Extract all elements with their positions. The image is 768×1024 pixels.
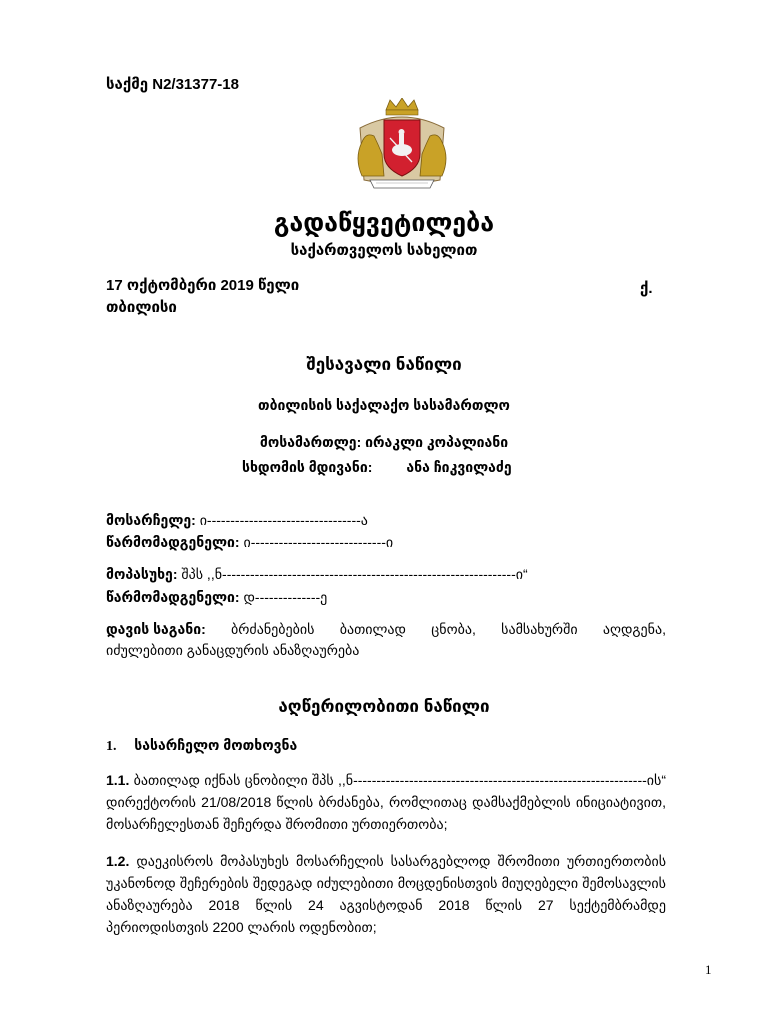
dispute-word: ბრძანებების xyxy=(231,621,315,637)
defendant-value: შპს ,,ნ---------------------------------------------------------------ი“ xyxy=(181,566,528,582)
defendant-rep-line xyxy=(106,589,327,606)
claim-text: დაეკისროს მოპასუხეს მოსარჩელის სასარგებლოდ შრომითი ურთიერთობის უკანონოდ შეჩერების შედეგად იძულებითი მოცდენისთვის მიუღებელი შემოსავლის ანაზღაურება 2018 წლის 24 აგვისტოდან 2018 წლის 27 სექტემბრამდე პერიოდისთვის 2200 ლარის ოდენობით; xyxy=(106,853,667,935)
document-subtitle: საქართველოს სახელით xyxy=(290,242,478,259)
claim-number: 1.1. xyxy=(106,772,130,788)
dispute-word: სამსახურში xyxy=(501,621,578,637)
secretary-label: სხდომის მდივანი: xyxy=(242,459,373,475)
claim-text: ბათილად იქნას ცნობილი შპს ,,ნ---------------------------------------------------------------ის“ დირექტორის 21/08/2018 წლის ბრძანება, რომლითაც დამსაქმებლის ინიციატივით, მოსარჩელესთან შეჩერდა შრომითი ურთიერთობა; xyxy=(106,772,667,832)
coat-of-arms-emblem xyxy=(340,98,464,194)
defendant-rep-value: დ--------------ე xyxy=(243,589,328,605)
descriptive-heading: აღწერილობითი ნაწილი xyxy=(278,697,490,716)
page-number: 1 xyxy=(705,962,712,977)
dispute-subject xyxy=(106,619,666,661)
claim-heading-text: სასარჩელო მოთხოვნა xyxy=(134,737,298,753)
plaintiff-rep-value: ი-----------------------------ი xyxy=(243,534,394,550)
dispute-word: ბათილად xyxy=(339,621,406,637)
claim-paragraph xyxy=(106,769,666,835)
secretary-line xyxy=(242,459,512,476)
judge-label: მოსამართლე: xyxy=(259,434,362,450)
defendant-label: მოპასუხე: xyxy=(106,566,178,582)
dispute-subject-line1 xyxy=(106,619,666,640)
dispute-word: ცნობა, xyxy=(431,621,476,637)
secretary-name: ანა ჩიკვილაძე xyxy=(406,459,512,475)
claim-number: 1.2. xyxy=(106,853,130,869)
document-date: 17 ოქტომბერი 2019 წელი xyxy=(106,277,300,294)
document-title: გადაწყვეტილება xyxy=(273,209,495,237)
defendant-line xyxy=(106,566,528,583)
plaintiff-line xyxy=(106,512,368,529)
city-abbr: ქ. xyxy=(640,280,653,297)
intro-heading: შესავალი ნაწილი xyxy=(306,355,462,374)
plaintiff-value: ი---------------------------------ა xyxy=(199,512,368,528)
claim-paragraph xyxy=(106,850,666,938)
plaintiff-label: მოსარჩელე: xyxy=(106,512,196,528)
court-name: თბილისის საქალაქო სასამართლო xyxy=(258,397,510,413)
defendant-rep-label: წარმომადგენელი: xyxy=(106,589,240,605)
city-name: თბილისი xyxy=(106,299,177,316)
dispute-subject-line2: იძულებითი განაცდურის ანაზღაურება xyxy=(106,642,360,658)
claim-heading-number: 1. xyxy=(106,739,117,754)
plaintiff-rep-line xyxy=(106,534,393,551)
plaintiff-rep-label: წარმომადგენელი: xyxy=(106,534,240,550)
dispute-word: აღდგენა, xyxy=(602,621,666,637)
dispute-subject-label: დავის საგანი: xyxy=(106,621,206,637)
case-number: საქმე N2/31377-18 xyxy=(106,76,239,93)
judge-name: ირაკლი კოპალიანი xyxy=(365,434,509,450)
judge-line xyxy=(0,434,768,451)
claim-heading xyxy=(106,737,297,755)
